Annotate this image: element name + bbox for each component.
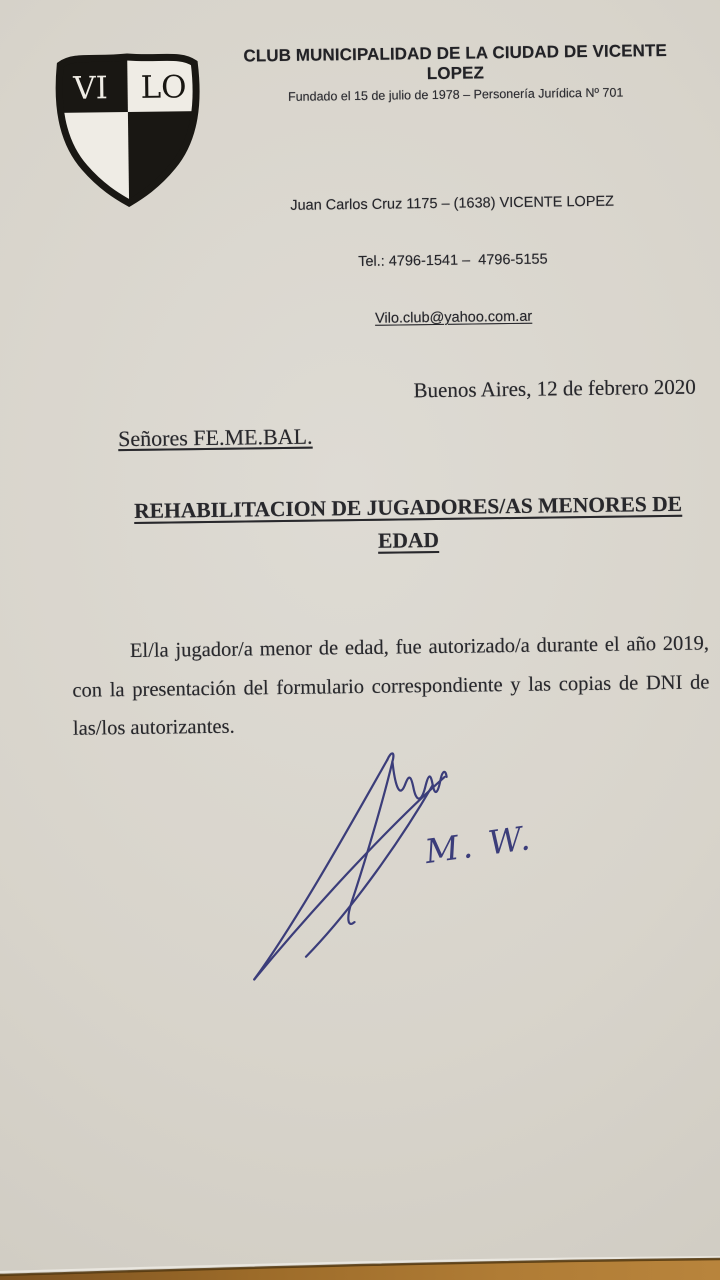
- body-line: las/los autorizantes.: [72, 715, 235, 740]
- signature-stroke: [346, 753, 395, 924]
- logo-monogram-vi: VI: [73, 70, 109, 107]
- body-paragraph: [72, 624, 710, 748]
- founded-line: Fundado el 15 de julio de 1978 – Personería Jurídica Nº 701: [287, 85, 624, 104]
- logo-monogram-lo: LO: [140, 69, 187, 106]
- address-line: Juan Carlos Cruz 1175 – (1638) VICENTE LOPEZ: [290, 193, 615, 214]
- phone-line: Tel.: 4796-1541 – 4796-5155: [358, 251, 548, 271]
- subject-title-line2: EDAD: [377, 527, 440, 553]
- subject-title-line1: REHABILITACION DE JUGADORES/AS MENORES DE: [133, 491, 683, 523]
- contact-block: [212, 154, 695, 369]
- handwritten-signature: [241, 745, 564, 997]
- signature-stroke: [392, 761, 446, 799]
- club-name: CLUB MUNICIPALIDAD DE LA CIUDAD DE VICENTE LOPEZ: [243, 40, 668, 84]
- date-line: Buenos Aires, 12 de febrero 2020: [413, 374, 696, 403]
- body-line: con la presentación del formulario correspondiente y las copias de DNI de: [72, 670, 710, 702]
- recipient-line: Señores FE.ME.BAL.: [118, 423, 313, 452]
- letterhead: [219, 41, 692, 105]
- signature-initials: M. W.: [422, 817, 536, 872]
- subject-title: [88, 487, 720, 561]
- club-shield-logo: [52, 44, 204, 208]
- email-address: Vilo.club@yahoo.com.ar: [374, 308, 533, 327]
- body-line: El/la jugador/a menor de edad, fue autorizado/a durante el año 2019,: [129, 632, 710, 663]
- signature-stroke: [251, 760, 390, 980]
- signature-stroke: [252, 777, 448, 980]
